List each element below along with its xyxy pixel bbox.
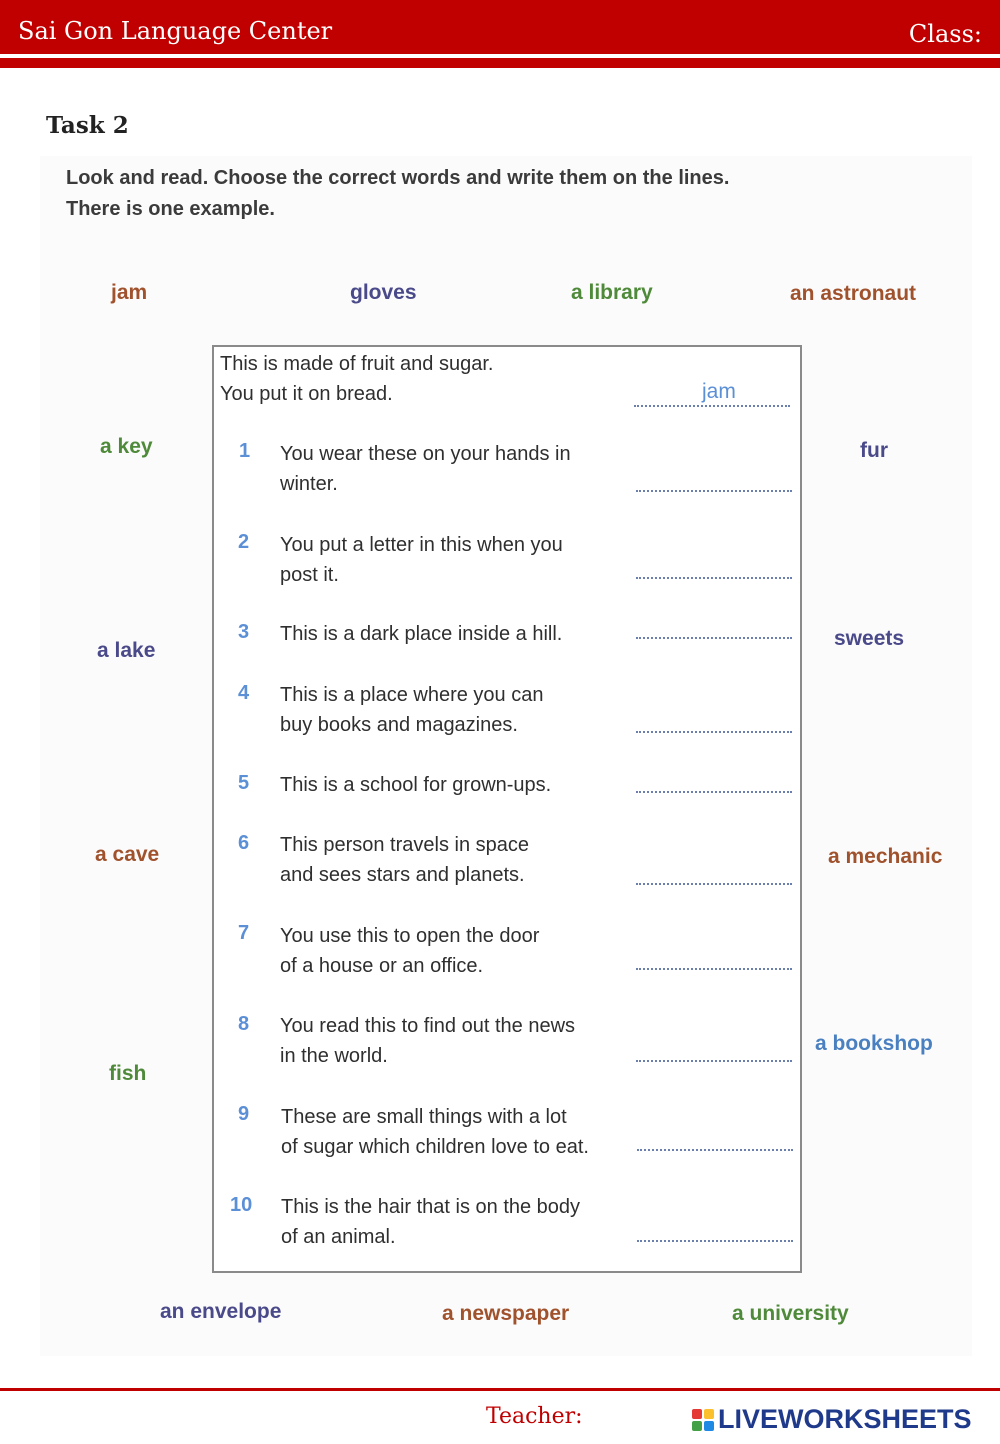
answer-line-9[interactable] [637, 1148, 793, 1151]
question-number: 9 [238, 1103, 250, 1125]
answer-line-1[interactable] [636, 489, 792, 492]
question-line: and sees stars and planets. [280, 864, 525, 886]
answer-line-6[interactable] [636, 882, 792, 885]
question-number: 2 [238, 531, 250, 553]
question-line: You wear these on your hands in [280, 443, 571, 465]
example-text [220, 349, 493, 409]
question-text [281, 1192, 580, 1252]
question-text [280, 770, 551, 800]
question-line: This person travels in space [280, 834, 530, 856]
answer-line-5[interactable] [636, 790, 792, 793]
word-option: jam [111, 281, 148, 304]
answer-line-8[interactable] [636, 1059, 792, 1062]
word-option: a newspaper [442, 1302, 570, 1325]
question-line: This is a dark place inside a hill. [280, 623, 563, 645]
instruction-line-2: There is one example. [66, 198, 275, 220]
question-number: 10 [230, 1194, 253, 1216]
question-line: This is a place where you can [280, 684, 544, 706]
center-name: Sai Gon Language Center [18, 17, 333, 45]
question-text [280, 619, 562, 649]
question-number: 4 [238, 682, 250, 704]
question-text [280, 680, 543, 740]
example-answer: jam [702, 380, 736, 403]
question-number: 5 [238, 772, 250, 794]
header-rule [0, 58, 1000, 68]
header-bar [0, 0, 1000, 54]
question-line: of a house or an office. [280, 955, 484, 977]
word-option: a key [100, 435, 153, 458]
question-number: 8 [238, 1013, 250, 1035]
question-line: in the world. [280, 1045, 388, 1067]
question-line: You read this to find out the news [280, 1015, 576, 1037]
question-text [281, 1102, 589, 1162]
word-option: gloves [350, 281, 417, 304]
instructions [66, 163, 729, 225]
answer-line-4[interactable] [636, 730, 792, 733]
question-text [280, 439, 571, 499]
word-option: fur [860, 439, 888, 462]
question-number: 7 [238, 922, 250, 944]
question-line: post it. [280, 564, 339, 586]
instruction-line-1: Look and read. Choose the correct words and write them on the lines. [66, 167, 730, 189]
question-line: This is the hair that is on the body [281, 1196, 581, 1218]
word-option: a library [571, 281, 653, 304]
question-text [280, 921, 539, 981]
question-line: You put a letter in this when you [280, 534, 563, 556]
answer-line-10[interactable] [637, 1239, 793, 1242]
question-line: These are small things with a lot [281, 1106, 567, 1128]
word-option: sweets [834, 627, 905, 650]
answer-line-3[interactable] [636, 636, 792, 639]
question-number: 1 [239, 440, 251, 462]
word-option: a bookshop [815, 1032, 933, 1055]
question-line: of sugar which children love to eat. [281, 1136, 589, 1158]
example-line-1: This is made of fruit and sugar. [220, 353, 494, 375]
word-option: a university [732, 1302, 849, 1325]
logo-text: LIVEWORKSHEETS [718, 1404, 972, 1434]
class-label: Class: [908, 20, 982, 48]
word-option: a mechanic [828, 845, 943, 868]
logo-icon [692, 1409, 714, 1431]
word-option: a lake [97, 639, 156, 662]
example-line-2: You put it on bread. [220, 383, 393, 405]
question-line: winter. [280, 473, 338, 495]
question-text [280, 830, 529, 890]
liveworksheets-logo [692, 1404, 972, 1435]
word-option: a cave [95, 843, 160, 866]
word-option: an astronaut [790, 282, 917, 305]
answer-line-7[interactable] [636, 967, 792, 970]
question-text [280, 530, 563, 590]
word-option: fish [109, 1062, 147, 1085]
question-line: of an animal. [281, 1226, 396, 1248]
teacher-label: Teacher: [486, 1404, 583, 1429]
question-text [280, 1011, 575, 1071]
question-line: You use this to open the door [280, 925, 540, 947]
question-number: 6 [238, 832, 250, 854]
question-line: buy books and magazines. [280, 714, 518, 736]
footer-rule [0, 1388, 1000, 1391]
example-answer-line [634, 404, 790, 407]
task-title: Task 2 [46, 112, 129, 139]
question-line: This is a school for grown-ups. [280, 774, 552, 796]
word-option: an envelope [160, 1300, 282, 1323]
answer-line-2[interactable] [636, 576, 792, 579]
question-number: 3 [238, 621, 250, 643]
